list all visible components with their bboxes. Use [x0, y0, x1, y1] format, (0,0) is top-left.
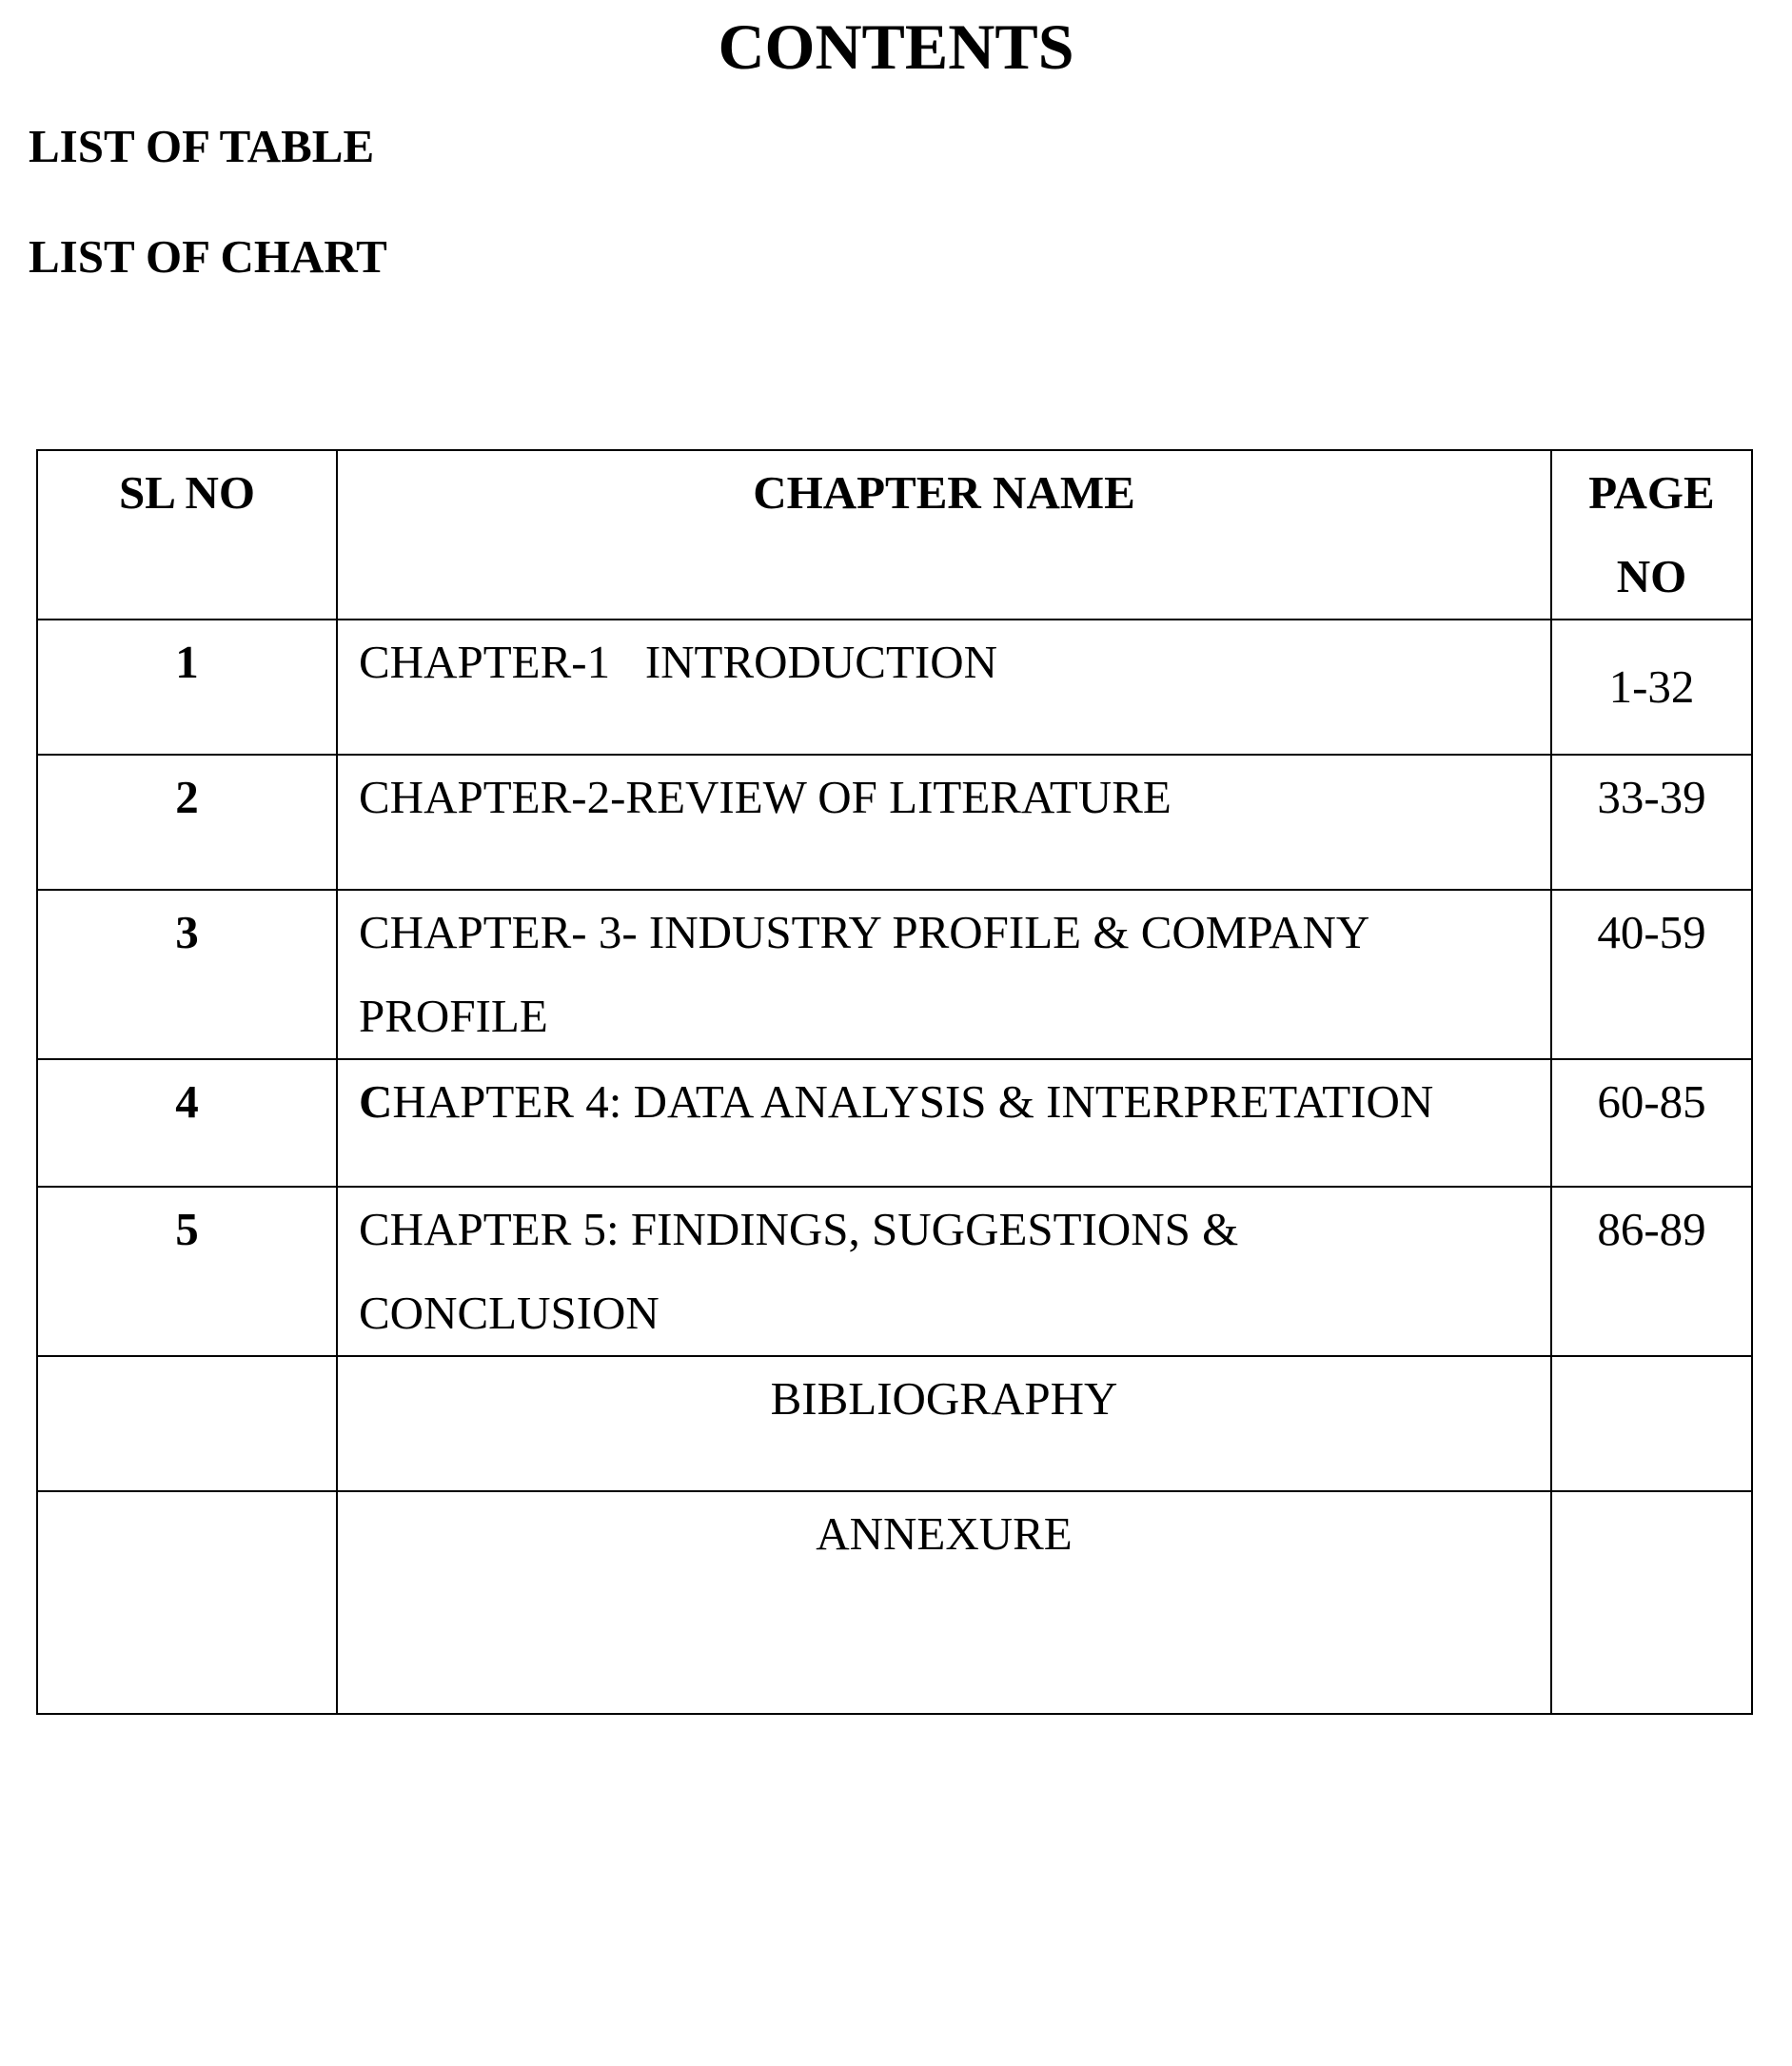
- row-page-no: 1-32: [1551, 620, 1752, 755]
- contents-table: [36, 449, 1753, 1715]
- table-row: [37, 890, 1752, 1059]
- row-chapter-name-line2: PROFILE: [359, 990, 548, 1042]
- header-page-no: [1551, 450, 1752, 620]
- row-chapter-name: [337, 1187, 1551, 1356]
- row-page-no: 60-85: [1551, 1059, 1752, 1187]
- row-sl-no: [37, 1356, 337, 1491]
- row-page-no: 40-59: [1551, 890, 1752, 1059]
- row-sl-no: [37, 1491, 337, 1714]
- header-page-no-line1: PAGE: [1588, 466, 1715, 519]
- header-page-no-line2: NO: [1616, 550, 1687, 602]
- table-row: [37, 755, 1752, 890]
- row-sl-no: 1: [37, 620, 337, 755]
- table-row: [37, 1491, 1752, 1714]
- table-row: [37, 1187, 1752, 1356]
- row-sl-no: 3: [37, 890, 337, 1059]
- row-chapter-name-line1: CHAPTER 5: FINDINGS, SUGGESTIONS &: [359, 1203, 1239, 1255]
- row-chapter-name: [337, 1059, 1551, 1187]
- row-chapter-name-line2: CONCLUSION: [359, 1287, 660, 1339]
- row-chapter-name-rest: HAPTER 4: DATA ANALYSIS & INTERPRETATION: [392, 1075, 1434, 1128]
- row-sl-no: 4: [37, 1059, 337, 1187]
- table-row: [37, 620, 1752, 755]
- row-page-no: [1551, 1491, 1752, 1714]
- row-chapter-name: ANNEXURE: [337, 1491, 1551, 1714]
- header-sl-no: SL NO: [37, 450, 337, 620]
- table-row: [37, 1356, 1752, 1491]
- row-page-no: 86-89: [1551, 1187, 1752, 1356]
- page-title: CONTENTS: [718, 10, 1074, 83]
- row-chapter-name-line1: CHAPTER- 3- INDUSTRY PROFILE & COMPANY: [359, 906, 1370, 958]
- row-chapter-name-initial: C: [359, 1075, 393, 1128]
- row-chapter-name: [337, 890, 1551, 1059]
- row-chapter-name: CHAPTER-2-REVIEW OF LITERATURE: [337, 755, 1551, 890]
- list-of-table-heading: LIST OF TABLE: [29, 120, 375, 172]
- row-sl-no: 2: [37, 755, 337, 890]
- table-row: [37, 1059, 1752, 1187]
- row-page-no: [1551, 1356, 1752, 1491]
- row-chapter-name: CHAPTER-1 INTRODUCTION: [337, 620, 1551, 755]
- list-of-chart-heading: LIST OF CHART: [29, 230, 387, 283]
- table-header-row: [37, 450, 1752, 620]
- header-chapter-name: CHAPTER NAME: [337, 450, 1551, 620]
- row-sl-no: 5: [37, 1187, 337, 1356]
- row-page-no: 33-39: [1551, 755, 1752, 890]
- row-chapter-name: BIBLIOGRAPHY: [337, 1356, 1551, 1491]
